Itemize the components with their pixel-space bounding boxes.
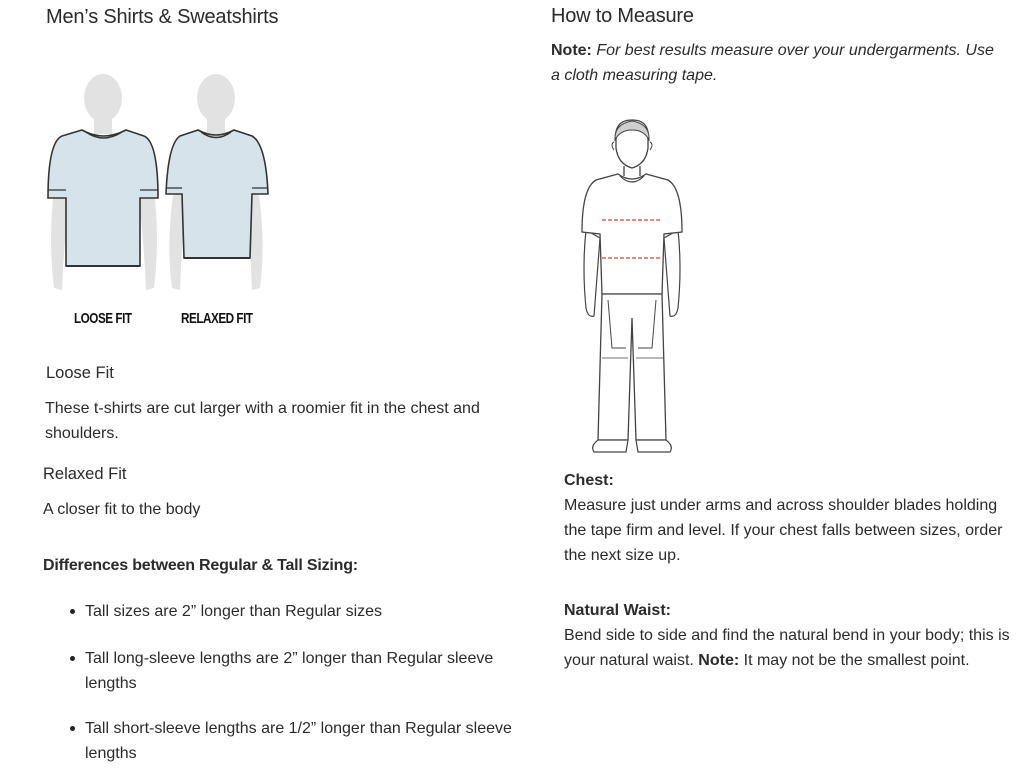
waist-note-text: It may not be the smallest point. [743, 652, 970, 669]
relaxed-fit-figure [166, 74, 268, 290]
loose-fit-figure [48, 74, 158, 290]
relaxed-fit-heading: Relaxed Fit [43, 465, 127, 483]
waist-description [564, 623, 1014, 673]
fit-illustration [40, 70, 280, 300]
waist-note-label: Note: [698, 652, 740, 669]
list-item: Tall short-sleeve lengths are 1/2” longer than Regular sleeve lengths [43, 716, 523, 766]
loose-fit-description: These t-shirts are cut larger with a roomier fit in the chest and shoulders. [45, 400, 480, 442]
chest-description: Measure just under arms and across shoulder blades holding the tape firm and level. If your chest falls between sizes, order the next size up. [564, 497, 1003, 564]
waist-text: Bend side to side and find the natural bend in your body; this is your natural waist. [564, 627, 1010, 669]
relaxed-fit-description: A closer fit to the body [43, 501, 201, 518]
page-title-measure: How to Measure [551, 5, 694, 27]
note-label: Note: [551, 42, 592, 59]
loose-fit-heading: Loose Fit [46, 364, 114, 382]
waist-heading: Natural Waist: [564, 602, 671, 619]
measurement-figure [572, 118, 692, 458]
note-text: For best results measure over your undergarments. Use a cloth measuring tape. [551, 42, 994, 84]
differences-list [43, 599, 523, 766]
measure-note [551, 38, 1006, 88]
relaxed-fit-label: RELAXED FIT [181, 310, 253, 327]
loose-fit-label: LOOSE FIT [74, 310, 132, 327]
list-item: Tall sizes are 2” longer than Regular sizes [43, 599, 523, 624]
page-title-shirts: Men’s Shirts & Sweatshirts [46, 6, 279, 28]
chest-heading: Chest: [564, 472, 614, 489]
differences-heading: Differences between Regular & Tall Sizing: [43, 557, 358, 574]
list-item: Tall long-sleeve lengths are 2” longer than Regular sleeve lengths [43, 646, 523, 696]
